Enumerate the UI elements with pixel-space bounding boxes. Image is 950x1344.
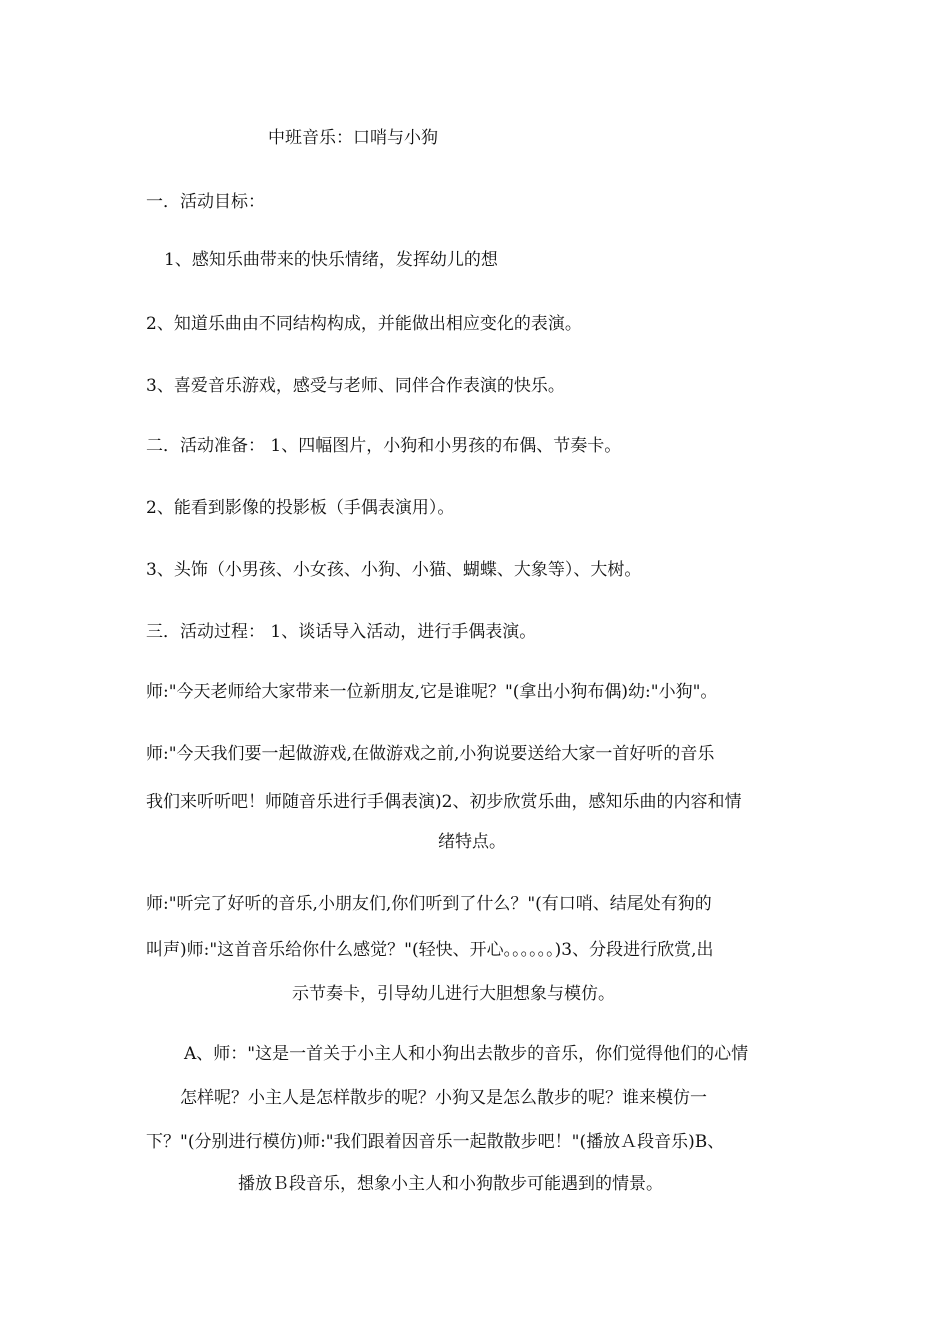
paragraph-line: 下？"(分别进行模仿)师:"我们跟着因音乐一起散散步吧！"(播放Ａ段音乐)B、	[146, 1132, 725, 1152]
paragraph-line: 2、能看到影像的投影板（手偶表演用）。	[146, 498, 455, 518]
paragraph-line: 播放Ｂ段音乐，想象小主人和小狗散步可能遇到的情景。	[238, 1174, 663, 1194]
paragraph-line: 示节奏卡，引导幼儿进行大胆想象与模仿。	[292, 984, 615, 1004]
paragraph-line: 师:"今天我们要一起做游戏,在做游戏之前,小狗说要送给大家一首好听的音乐	[146, 744, 715, 764]
paragraph-line: 1、感知乐曲带来的快乐情绪，发挥幼儿的想	[164, 250, 498, 270]
paragraph-line: 师:"今天老师给大家带来一位新朋友,它是谁呢？"(拿出小狗布偶)幼:"小狗"。	[146, 682, 718, 702]
paragraph-line: 师:"听完了好听的音乐,小朋友们,你们听到了什么？"(有口哨、结尾处有狗的	[146, 894, 712, 914]
paragraph-line: A、师："这是一首关于小主人和小狗出去散步的音乐，你们觉得他们的心情	[184, 1044, 749, 1064]
section-heading-process: 三．活动过程： 1、谈话导入活动，进行手偶表演。	[146, 622, 537, 642]
paragraph-line: 我们来听听吧！师随音乐进行手偶表演)2、初步欣赏乐曲，感知乐曲的内容和情	[146, 792, 742, 812]
section-heading-preparation: 二．活动准备： 1、四幅图片，小狗和小男孩的布偶、节奏卡。	[146, 436, 622, 456]
document-title: 中班音乐：口哨与小狗	[268, 128, 438, 148]
paragraph-line: 怎样呢？小主人是怎样散步的呢？小狗又是怎么散步的呢？谁来模仿一	[180, 1088, 707, 1108]
paragraph-line: 叫声)师:"这首音乐给你什么感觉？"(轻快、开心。。。。。。)3、分段进行欣赏,出	[146, 940, 714, 960]
paragraph-line: 2、知道乐曲由不同结构构成，并能做出相应变化的表演。	[146, 314, 582, 334]
section-heading-goals: 一．活动目标：	[146, 192, 265, 212]
paragraph-line: 3、头饰（小男孩、小女孩、小狗、小猫、蝴蝶、大象等）、大树。	[146, 560, 642, 580]
paragraph-line: 绪特点。	[438, 832, 506, 852]
paragraph-line: 3、喜爱音乐游戏，感受与老师、同伴合作表演的快乐。	[146, 376, 565, 396]
